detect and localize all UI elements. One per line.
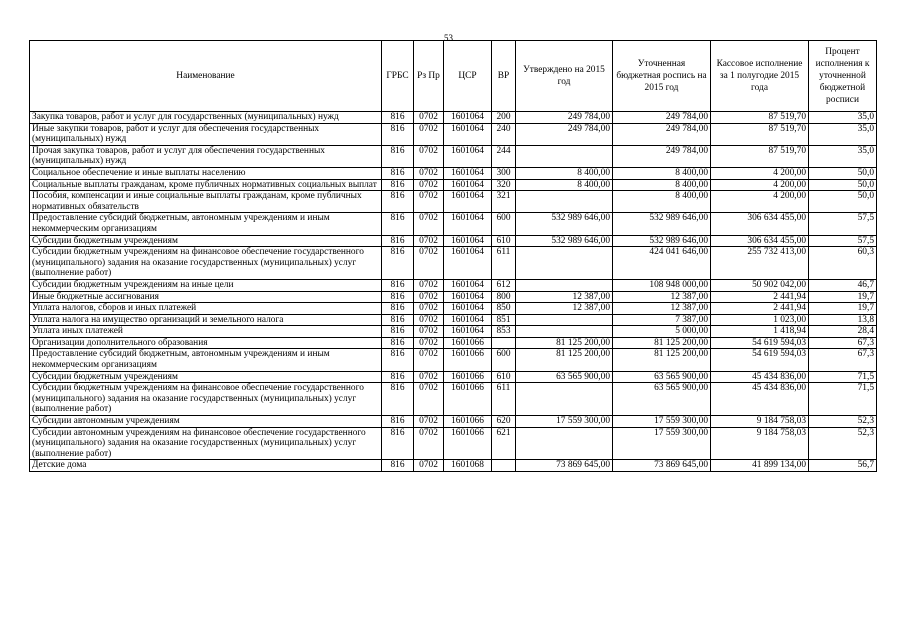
cell-approved: 8 400,00: [516, 167, 613, 179]
cell-cash: 255 732 413,00: [711, 247, 809, 280]
cell-grbs: 816: [382, 123, 414, 145]
cell-approved: [516, 427, 613, 460]
cell-revised: 424 041 646,00: [613, 247, 711, 280]
header-approved: Утверждено на 2015 год: [516, 41, 613, 112]
cell-vr: 320: [492, 179, 516, 191]
cell-rzpr: 0702: [414, 247, 444, 280]
header-rzpr: Рз Пр: [414, 41, 444, 112]
cell-percent: 71,5: [809, 371, 877, 383]
cell-csr: 1601064: [444, 123, 492, 145]
cell-revised: 81 125 200,00: [613, 349, 711, 371]
cell-name: Субсидии бюджетным учреждениям на иные цели: [30, 279, 382, 291]
cell-vr: 200: [492, 112, 516, 124]
cell-rzpr: 0702: [414, 383, 444, 416]
header-percent: Процент исполнения к уточненной бюджетной росписи: [809, 41, 877, 112]
cell-name: Иные бюджетные ассигнования: [30, 291, 382, 303]
cell-percent: 35,0: [809, 145, 877, 167]
cell-percent: 35,0: [809, 123, 877, 145]
cell-rzpr: 0702: [414, 371, 444, 383]
cell-name: Уплата налога на имущество организаций и земельного налога: [30, 314, 382, 326]
cell-name: Субсидии бюджетным учреждениям: [30, 235, 382, 247]
cell-revised: 8 400,00: [613, 191, 711, 213]
cell-approved: 73 869 645,00: [516, 460, 613, 472]
cell-csr: 1601064: [444, 279, 492, 291]
cell-percent: 57,5: [809, 213, 877, 235]
cell-vr: 300: [492, 167, 516, 179]
header-vr: ВР: [492, 41, 516, 112]
cell-cash: 4 200,00: [711, 179, 809, 191]
cell-csr: 1601064: [444, 179, 492, 191]
table-row: [30, 337, 877, 349]
cell-rzpr: 0702: [414, 179, 444, 191]
cell-approved: 532 989 646,00: [516, 213, 613, 235]
page-number: 53: [444, 33, 453, 43]
cell-name: Предоставление субсидий бюджетным, автономным учреждениям и иным некоммерческим организациям: [30, 349, 382, 371]
cell-approved: 17 559 300,00: [516, 416, 613, 428]
cell-csr: 1601064: [444, 314, 492, 326]
table-row: [30, 326, 877, 338]
cell-csr: 1601066: [444, 427, 492, 460]
table-row: [30, 112, 877, 124]
cell-vr: 600: [492, 349, 516, 371]
cell-cash: 87 519,70: [711, 145, 809, 167]
cell-grbs: 816: [382, 349, 414, 371]
table-row: [30, 279, 877, 291]
cell-percent: 67,3: [809, 349, 877, 371]
cell-approved: [516, 145, 613, 167]
cell-name: Иные закупки товаров, работ и услуг для обеспечения государственных (муниципальных) нужд: [30, 123, 382, 145]
cell-revised: 63 565 900,00: [613, 371, 711, 383]
table-body: [30, 112, 877, 472]
header-csr: ЦСР: [444, 41, 492, 112]
cell-percent: 50,0: [809, 179, 877, 191]
table-row: [30, 167, 877, 179]
cell-vr: 611: [492, 247, 516, 280]
cell-cash: 306 634 455,00: [711, 213, 809, 235]
cell-grbs: 816: [382, 416, 414, 428]
cell-cash: 87 519,70: [711, 123, 809, 145]
table-row: [30, 303, 877, 315]
cell-revised: 63 565 900,00: [613, 383, 711, 416]
cell-revised: 532 989 646,00: [613, 235, 711, 247]
cell-percent: 46,7: [809, 279, 877, 291]
cell-approved: [516, 383, 613, 416]
cell-csr: 1601064: [444, 235, 492, 247]
cell-vr: 240: [492, 123, 516, 145]
cell-grbs: 816: [382, 314, 414, 326]
cell-percent: 19,7: [809, 303, 877, 315]
cell-csr: 1601064: [444, 213, 492, 235]
header-grbs: ГРБС: [382, 41, 414, 112]
cell-vr: 244: [492, 145, 516, 167]
cell-vr: [492, 460, 516, 472]
header-revised: Уточненная бюджетная роспись на 2015 год: [613, 41, 711, 112]
cell-rzpr: 0702: [414, 191, 444, 213]
cell-vr: 621: [492, 427, 516, 460]
cell-cash: 4 200,00: [711, 191, 809, 213]
table-row: [30, 371, 877, 383]
cell-cash: 1 023,00: [711, 314, 809, 326]
cell-cash: 45 434 836,00: [711, 371, 809, 383]
cell-name: Субсидии бюджетным учреждениям на финансовое обеспечение государственного (муниципального) задания на оказание государственных (муниципальных) услуг (выполнение работ): [30, 247, 382, 280]
cell-rzpr: 0702: [414, 213, 444, 235]
cell-vr: 851: [492, 314, 516, 326]
cell-grbs: 816: [382, 279, 414, 291]
cell-revised: 5 000,00: [613, 326, 711, 338]
cell-grbs: 816: [382, 213, 414, 235]
cell-rzpr: 0702: [414, 427, 444, 460]
table-row: [30, 191, 877, 213]
cell-approved: 81 125 200,00: [516, 337, 613, 349]
cell-revised: 17 559 300,00: [613, 427, 711, 460]
cell-name: Уплата налогов, сборов и иных платежей: [30, 303, 382, 315]
table-row: [30, 291, 877, 303]
cell-rzpr: 0702: [414, 112, 444, 124]
cell-approved: 8 400,00: [516, 179, 613, 191]
cell-name: Прочая закупка товаров, работ и услуг для обеспечения государственных (муниципальных) нужд: [30, 145, 382, 167]
cell-grbs: 816: [382, 112, 414, 124]
cell-approved: [516, 247, 613, 280]
cell-percent: 52,3: [809, 427, 877, 460]
cell-vr: 853: [492, 326, 516, 338]
cell-grbs: 816: [382, 167, 414, 179]
cell-csr: 1601064: [444, 167, 492, 179]
cell-csr: 1601064: [444, 145, 492, 167]
cell-cash: 2 441,94: [711, 291, 809, 303]
cell-cash: 9 184 758,03: [711, 416, 809, 428]
cell-percent: 50,0: [809, 191, 877, 213]
cell-vr: 610: [492, 235, 516, 247]
cell-percent: 67,3: [809, 337, 877, 349]
cell-vr: 850: [492, 303, 516, 315]
cell-vr: [492, 337, 516, 349]
cell-name: Субсидии бюджетным учреждениям: [30, 371, 382, 383]
cell-rzpr: 0702: [414, 326, 444, 338]
cell-grbs: 816: [382, 371, 414, 383]
cell-percent: 35,0: [809, 112, 877, 124]
cell-name: Субсидии бюджетным учреждениям на финансовое обеспечение государственного (муниципального) задания на оказание государственных (муниципальных) услуг (выполнение работ): [30, 383, 382, 416]
cell-percent: 13,8: [809, 314, 877, 326]
cell-vr: 600: [492, 213, 516, 235]
table-row: [30, 460, 877, 472]
cell-approved: 12 387,00: [516, 291, 613, 303]
cell-rzpr: 0702: [414, 314, 444, 326]
cell-vr: 610: [492, 371, 516, 383]
cell-name: Субсидии автономным учреждениям: [30, 416, 382, 428]
table-row: [30, 383, 877, 416]
cell-rzpr: 0702: [414, 303, 444, 315]
cell-grbs: 816: [382, 291, 414, 303]
cell-name: Организации дополнительного образования: [30, 337, 382, 349]
cell-revised: 12 387,00: [613, 291, 711, 303]
cell-cash: 87 519,70: [711, 112, 809, 124]
table-row: [30, 247, 877, 280]
cell-name: Уплата иных платежей: [30, 326, 382, 338]
cell-rzpr: 0702: [414, 279, 444, 291]
cell-revised: 249 784,00: [613, 145, 711, 167]
cell-cash: 9 184 758,03: [711, 427, 809, 460]
cell-csr: 1601068: [444, 460, 492, 472]
cell-rzpr: 0702: [414, 235, 444, 247]
header-cash: Кассовое исполнение за 1 полугодие 2015 года: [711, 41, 809, 112]
cell-name: Социальные выплаты гражданам, кроме публичных нормативных социальных выплат: [30, 179, 382, 191]
table-row: [30, 123, 877, 145]
cell-cash: 4 200,00: [711, 167, 809, 179]
cell-cash: 2 441,94: [711, 303, 809, 315]
cell-approved: 249 784,00: [516, 112, 613, 124]
cell-approved: 249 784,00: [516, 123, 613, 145]
cell-revised: 73 869 645,00: [613, 460, 711, 472]
cell-approved: 63 565 900,00: [516, 371, 613, 383]
cell-approved: [516, 314, 613, 326]
cell-cash: 1 418,94: [711, 326, 809, 338]
cell-percent: 57,5: [809, 235, 877, 247]
table-row: [30, 179, 877, 191]
cell-revised: 532 989 646,00: [613, 213, 711, 235]
cell-csr: 1601064: [444, 112, 492, 124]
cell-cash: 41 899 134,00: [711, 460, 809, 472]
cell-approved: 81 125 200,00: [516, 349, 613, 371]
cell-csr: 1601064: [444, 303, 492, 315]
cell-name: Субсидии автономным учреждениям на финансовое обеспечение государственного (муниципального) задания на оказание государственных (муниципальных) услуг (выполнение работ): [30, 427, 382, 460]
cell-name: Детские дома: [30, 460, 382, 472]
cell-csr: 1601064: [444, 291, 492, 303]
cell-approved: [516, 326, 613, 338]
cell-cash: 306 634 455,00: [711, 235, 809, 247]
cell-revised: 108 948 000,00: [613, 279, 711, 291]
budget-table: [29, 40, 877, 472]
cell-name: Закупка товаров, работ и услуг для государственных (муниципальных) нужд: [30, 112, 382, 124]
cell-grbs: 816: [382, 326, 414, 338]
cell-revised: 8 400,00: [613, 167, 711, 179]
cell-grbs: 816: [382, 179, 414, 191]
cell-percent: 28,4: [809, 326, 877, 338]
cell-percent: 60,3: [809, 247, 877, 280]
header-name: Наименование: [30, 41, 382, 112]
cell-vr: 800: [492, 291, 516, 303]
cell-grbs: 816: [382, 460, 414, 472]
table-header-row: [30, 41, 877, 112]
cell-approved: 532 989 646,00: [516, 235, 613, 247]
table-row: [30, 145, 877, 167]
cell-grbs: 816: [382, 383, 414, 416]
cell-csr: 1601066: [444, 383, 492, 416]
table-row: [30, 314, 877, 326]
table-row: [30, 416, 877, 428]
cell-vr: 611: [492, 383, 516, 416]
cell-rzpr: 0702: [414, 167, 444, 179]
cell-revised: 8 400,00: [613, 179, 711, 191]
cell-csr: 1601066: [444, 337, 492, 349]
cell-rzpr: 0702: [414, 337, 444, 349]
cell-grbs: 816: [382, 191, 414, 213]
cell-cash: 45 434 836,00: [711, 383, 809, 416]
cell-name: Социальное обеспечение и иные выплаты населению: [30, 167, 382, 179]
cell-vr: 620: [492, 416, 516, 428]
cell-grbs: 816: [382, 247, 414, 280]
cell-grbs: 816: [382, 337, 414, 349]
table-row: [30, 235, 877, 247]
cell-name: Пособия, компенсации и иные социальные выплаты гражданам, кроме публичных нормативных обязательств: [30, 191, 382, 213]
cell-revised: 249 784,00: [613, 123, 711, 145]
cell-csr: 1601066: [444, 416, 492, 428]
cell-grbs: 816: [382, 303, 414, 315]
cell-cash: 50 902 042,00: [711, 279, 809, 291]
cell-rzpr: 0702: [414, 291, 444, 303]
cell-vr: 321: [492, 191, 516, 213]
cell-csr: 1601066: [444, 371, 492, 383]
cell-csr: 1601064: [444, 326, 492, 338]
cell-percent: 50,0: [809, 167, 877, 179]
cell-name: Предоставление субсидий бюджетным, автономным учреждениям и иным некоммерческим организациям: [30, 213, 382, 235]
cell-rzpr: 0702: [414, 460, 444, 472]
cell-percent: 71,5: [809, 383, 877, 416]
cell-approved: 12 387,00: [516, 303, 613, 315]
cell-grbs: 816: [382, 235, 414, 247]
table-row: [30, 427, 877, 460]
cell-csr: 1601064: [444, 191, 492, 213]
cell-percent: 52,3: [809, 416, 877, 428]
cell-rzpr: 0702: [414, 416, 444, 428]
cell-rzpr: 0702: [414, 123, 444, 145]
cell-rzpr: 0702: [414, 145, 444, 167]
cell-approved: [516, 279, 613, 291]
cell-grbs: 816: [382, 427, 414, 460]
cell-cash: 54 619 594,03: [711, 337, 809, 349]
cell-revised: 17 559 300,00: [613, 416, 711, 428]
cell-revised: 12 387,00: [613, 303, 711, 315]
cell-percent: 19,7: [809, 291, 877, 303]
cell-csr: 1601066: [444, 349, 492, 371]
cell-percent: 56,7: [809, 460, 877, 472]
cell-grbs: 816: [382, 145, 414, 167]
table-row: [30, 349, 877, 371]
cell-cash: 54 619 594,03: [711, 349, 809, 371]
table-row: [30, 213, 877, 235]
cell-revised: 7 387,00: [613, 314, 711, 326]
cell-vr: 612: [492, 279, 516, 291]
cell-csr: 1601064: [444, 247, 492, 280]
cell-rzpr: 0702: [414, 349, 444, 371]
cell-revised: 81 125 200,00: [613, 337, 711, 349]
cell-approved: [516, 191, 613, 213]
cell-revised: 249 784,00: [613, 112, 711, 124]
